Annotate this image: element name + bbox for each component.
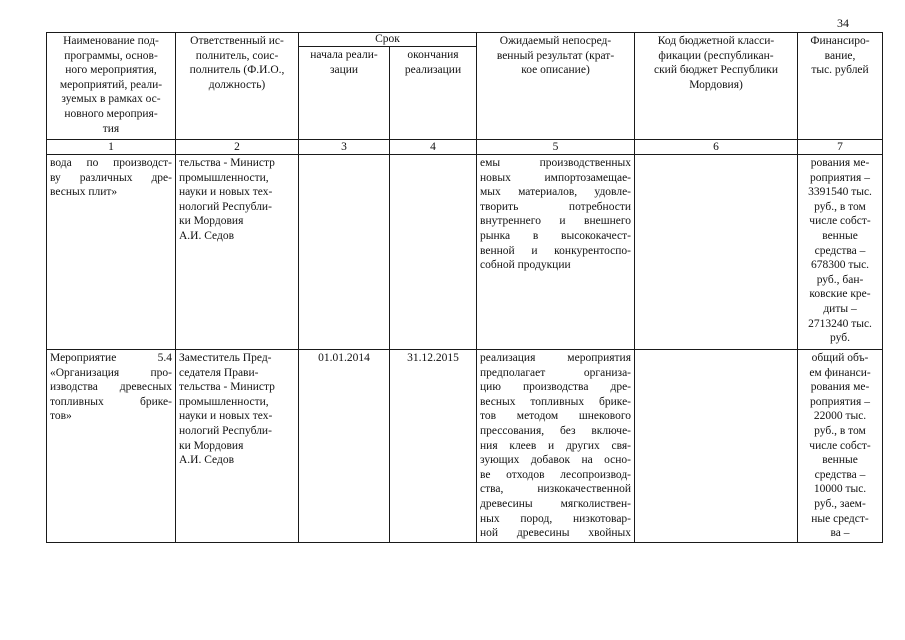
header-srok: Срок <box>299 33 477 47</box>
text-line: внутреннего и внешнего <box>480 215 632 228</box>
text-line: вание, <box>824 49 856 62</box>
row2-budget-code-cell <box>635 350 798 543</box>
text-line: предполагает организа- <box>480 366 632 379</box>
text-line: ковские кре- <box>809 288 871 301</box>
text-line: творить потребности <box>480 200 632 213</box>
text-line: цию производства дре- <box>480 381 632 394</box>
text-line: промышленности, <box>179 171 269 184</box>
text-line: числе собст- <box>809 215 871 228</box>
header-col2 <box>176 33 299 140</box>
text-line: ве отходов лесопроизвод- <box>480 468 632 481</box>
text-line: реализация мероприятия <box>480 352 632 364</box>
text-line: руб., в том <box>814 200 866 213</box>
header-col6 <box>635 33 798 140</box>
text-line: ву различных дре- <box>50 171 172 184</box>
text-line: весных топливных брике- <box>480 395 632 408</box>
text-line: роприятия – <box>810 395 870 408</box>
text-line: зации <box>329 63 359 76</box>
text-line: венные <box>822 454 858 467</box>
text-line: руб., заем- <box>814 497 866 510</box>
column-number-row <box>47 140 883 155</box>
text-line: прессования, без включе- <box>480 424 632 437</box>
program-table <box>46 32 883 543</box>
text-line: реализации <box>404 63 462 76</box>
text-line: руб., бан- <box>816 273 864 286</box>
row2-result-cell <box>477 350 635 543</box>
text-line: должность) <box>208 78 266 91</box>
text-line: ной древесины хвойных <box>480 527 632 540</box>
text-line: нологий Республи- <box>179 424 272 437</box>
text-line: ства, низкокачественной <box>480 483 632 496</box>
text-line: тов» <box>50 410 72 423</box>
text-line: 2713240 тыс. <box>808 317 872 330</box>
header-col7 <box>798 33 883 140</box>
text-line: 10000 тыс. <box>813 483 867 496</box>
text-line: новного мероприя- <box>64 107 158 120</box>
row2-name-cell <box>47 350 176 543</box>
text-line: общий объ- <box>811 352 869 364</box>
text-line: Ожидаемый непосред- <box>499 35 612 47</box>
header-col3 <box>299 47 390 140</box>
text-line: Код бюджетной класси- <box>657 35 775 47</box>
text-line: емы производственных <box>480 157 632 169</box>
text-line: ного мероприятия, <box>65 64 157 77</box>
text-line: тов методом шнекового <box>480 410 632 423</box>
column-number-3: 3 <box>299 140 390 155</box>
text-line: венной и конкурентоспо- <box>480 244 632 257</box>
header-col1 <box>47 33 176 140</box>
text-line: мых материалов, удовле- <box>480 186 632 199</box>
row2-financing-cell <box>798 350 883 543</box>
text-line: 3391540 тыс. <box>808 186 872 199</box>
text-line: Ответственный ис- <box>190 35 284 47</box>
text-line: окончания <box>407 49 459 61</box>
text-line: ва – <box>830 527 850 540</box>
text-line: ные средст- <box>811 512 869 525</box>
text-line: программы, основ- <box>64 49 158 62</box>
text-line: ния клеев и других свя- <box>480 439 632 452</box>
text-line: зующих добавок на осно- <box>480 454 632 467</box>
text-line: Финансиро- <box>810 35 870 47</box>
text-line: 678300 тыс. <box>810 259 870 272</box>
text-line: числе собст- <box>809 439 871 452</box>
text-line: тельства - Министр <box>179 381 275 394</box>
text-line: руб. <box>830 332 850 345</box>
text-line: топливных брике- <box>50 395 172 408</box>
column-number-6: 6 <box>635 140 798 155</box>
text-line: ский бюджет Республики <box>653 64 779 77</box>
text-line: начала реали- <box>310 49 378 61</box>
text-line: нологий Республи- <box>179 200 272 213</box>
text-line: науки и новых тех- <box>179 186 273 199</box>
text-line: весных плит» <box>50 186 118 199</box>
text-line: венные <box>822 229 858 242</box>
text-line: руб., в том <box>814 424 866 437</box>
text-line: седателя Прави- <box>179 366 259 379</box>
text-line: тия <box>102 122 120 135</box>
row2-executor-cell <box>176 350 299 543</box>
column-number-5: 5 <box>477 140 635 155</box>
text-line: рования ме- <box>810 157 870 169</box>
column-number-4: 4 <box>390 140 477 155</box>
text-line: Мордовия) <box>689 78 743 91</box>
header-row-1 <box>47 33 883 47</box>
text-line: собной продукции <box>480 259 571 272</box>
text-line: тельства - Министр <box>179 157 275 169</box>
page-number: 34 <box>837 16 849 30</box>
text-line: Наименование под- <box>63 35 159 47</box>
column-number-7: 7 <box>798 140 883 155</box>
header-col5 <box>477 33 635 140</box>
text-line: венный результат (крат- <box>496 49 615 62</box>
header-col4 <box>390 47 477 140</box>
text-line: промышленности, <box>179 395 269 408</box>
text-line: «Организация про- <box>50 366 172 379</box>
row1-financing-cell <box>798 155 883 350</box>
text-line: науки и новых тех- <box>179 410 273 423</box>
row1-budget-code-cell <box>635 155 798 350</box>
text-line: Заместитель Пред- <box>179 352 272 364</box>
text-line: А.И. Седов <box>179 454 235 467</box>
row1-result-cell <box>477 155 635 350</box>
row2-start-date: 01.01.2014 <box>299 350 390 543</box>
text-line: полнитель (Ф.И.О., <box>189 64 285 77</box>
row1-end-date <box>390 155 477 350</box>
text-line: ных пород, низкотовар- <box>480 512 632 525</box>
text-line: кое описание) <box>521 64 590 77</box>
text-line: 22000 тыс. <box>813 410 867 423</box>
text-line: А.И. Седов <box>179 229 235 242</box>
text-line: Мероприятие 5.4 <box>50 352 172 364</box>
row2-end-date: 31.12.2015 <box>390 350 477 543</box>
text-line: ки Мордовия <box>179 439 244 452</box>
text-line: новых импортозамещае- <box>480 171 632 184</box>
row1-name-cell <box>47 155 176 350</box>
text-line: ем финанси- <box>809 366 871 379</box>
table-row <box>47 155 883 350</box>
text-line: изводства древесных <box>50 381 172 394</box>
text-line: фикации (республикан- <box>658 49 774 62</box>
row1-start-date <box>299 155 390 350</box>
text-line: древесины мягколиствен- <box>480 497 632 510</box>
text-line: мероприятий, реали- <box>59 78 163 91</box>
text-line: тыс. рублей <box>811 64 869 77</box>
column-number-2: 2 <box>176 140 299 155</box>
row1-executor-cell <box>176 155 299 350</box>
text-line: полнитель, соис- <box>195 49 279 62</box>
table-row <box>47 350 883 543</box>
text-line: зуемых в рамках ос- <box>61 93 161 106</box>
text-line: рования ме- <box>810 381 870 394</box>
text-line: вода по производст- <box>50 157 172 169</box>
text-line: средства – <box>814 244 866 257</box>
text-line: роприятия – <box>810 171 870 184</box>
text-line: средства – <box>814 468 866 481</box>
text-line: рынка в высококачест- <box>480 229 632 242</box>
text-line: диты – <box>823 302 857 315</box>
column-number-1: 1 <box>47 140 176 155</box>
text-line: ки Мордовия <box>179 215 244 228</box>
